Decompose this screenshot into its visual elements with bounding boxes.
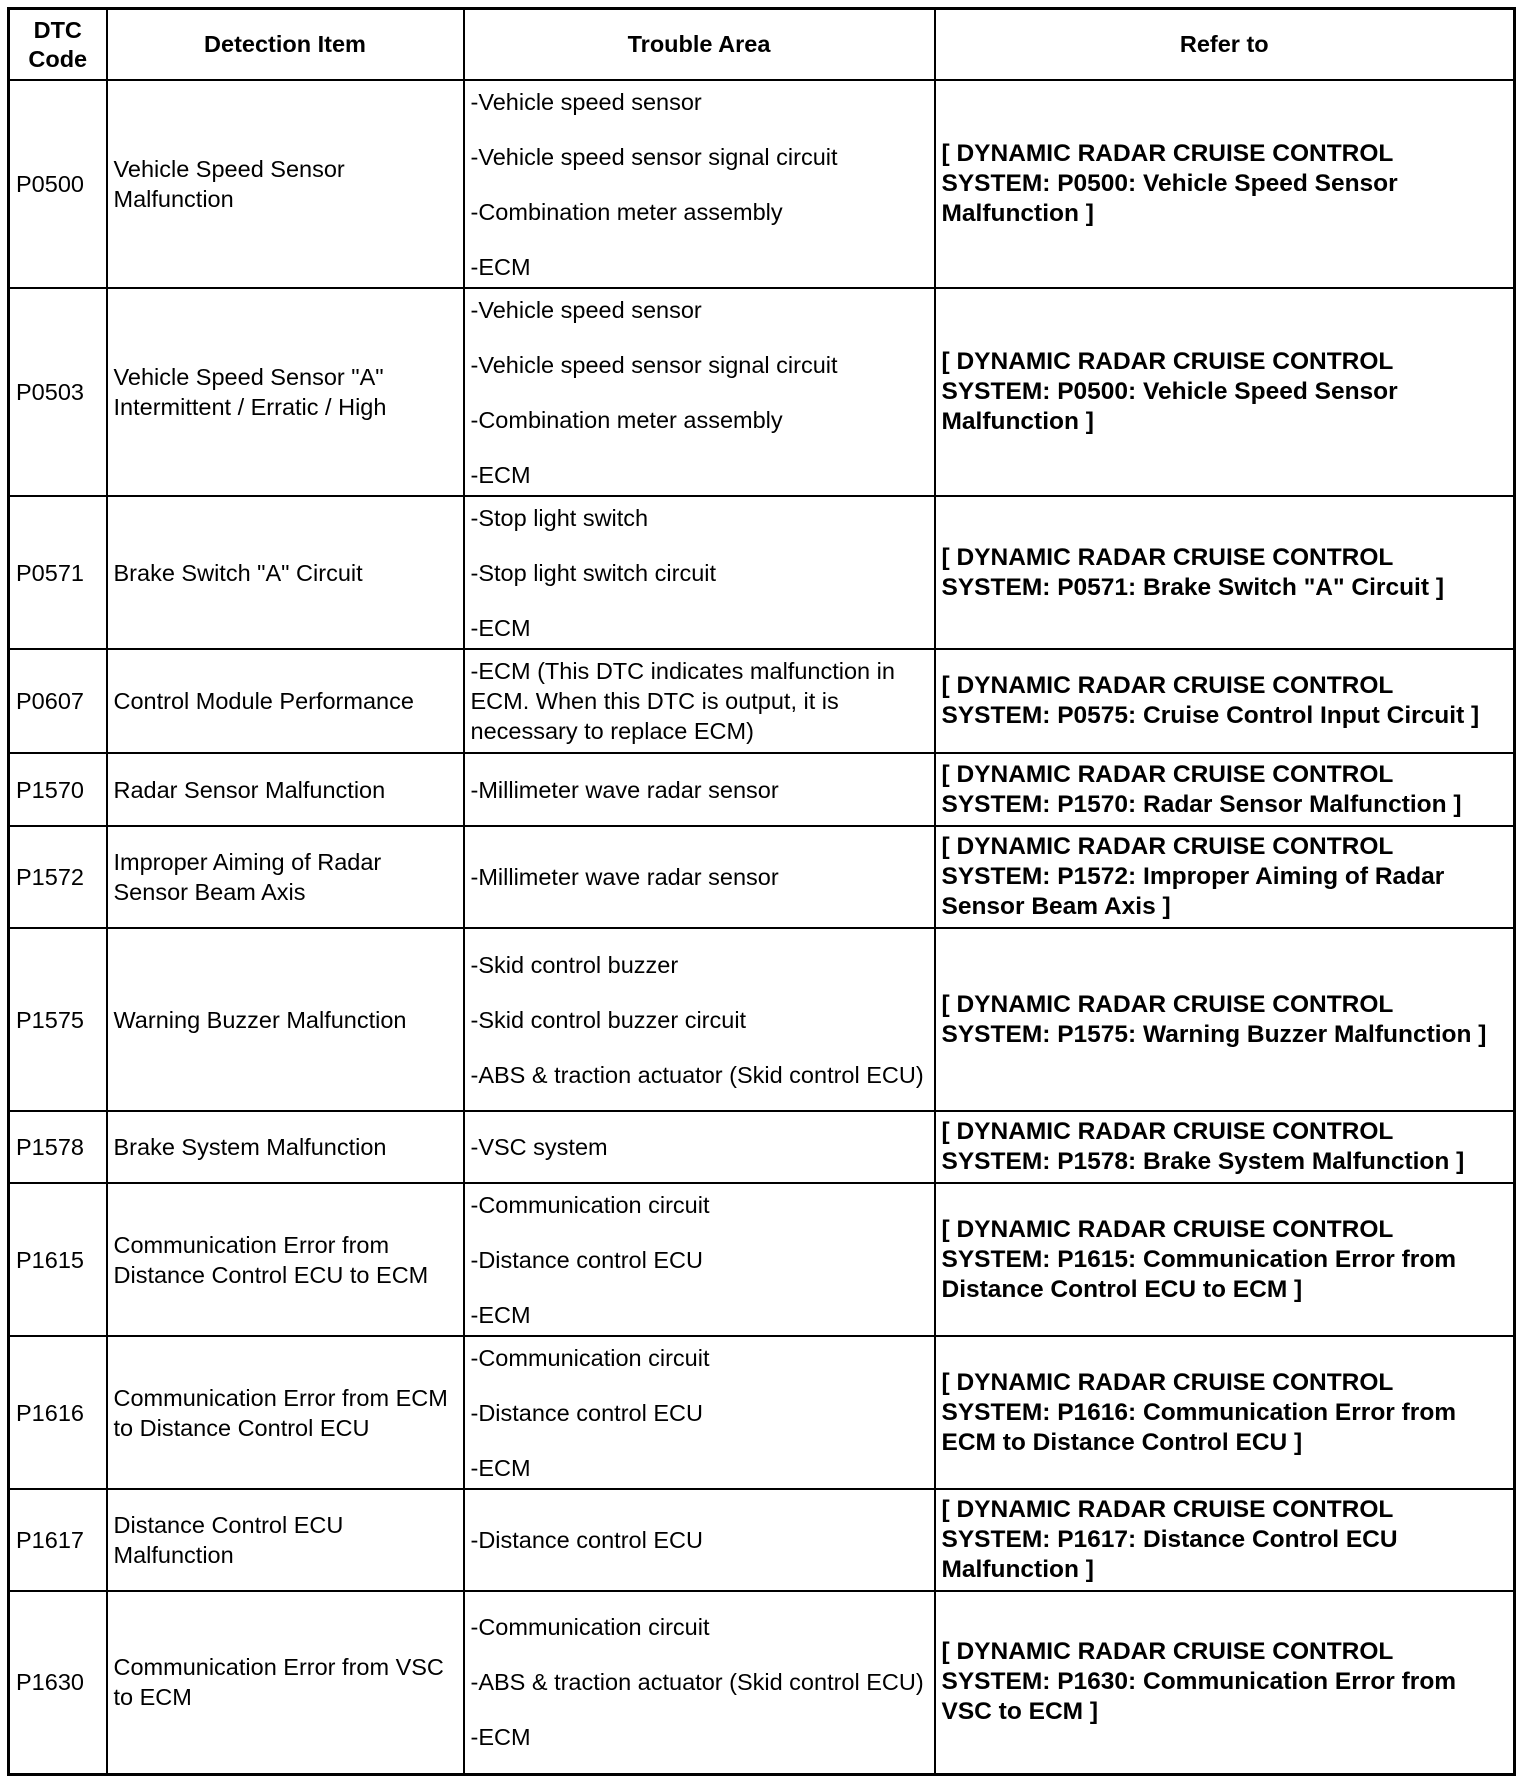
header-dtc-code: DTC Code [9,9,107,81]
table-row [9,649,1515,753]
detection-item-cell: Brake Switch "A" Circuit [107,496,464,649]
dtc-code-cell: P1616 [9,1336,107,1489]
dtc-code-cell: P0571 [9,496,107,649]
trouble-area-item: -Vehicle speed sensor [470,296,702,323]
trouble-area-item: -Millimeter wave radar sensor [470,776,779,803]
detection-item-cell: Vehicle Speed Sensor "A" Intermittent / Erratic / High [107,288,464,496]
trouble-area-item: -Vehicle speed sensor signal circuit [470,143,838,170]
detection-item-cell: Communication Error from Distance Control ECU to ECM [107,1183,464,1336]
trouble-area-item: -Stop light switch circuit [470,559,717,586]
trouble-area-item: -ECM [470,1724,531,1751]
trouble-area-cell [464,1336,935,1489]
trouble-area-item: -Combination meter assembly [470,198,783,225]
trouble-area-item: -ECM [470,461,531,488]
trouble-area-item: -Distance control ECU [470,1399,703,1426]
detection-item-cell: Radar Sensor Malfunction [107,753,464,826]
trouble-area-cell [464,1591,935,1774]
dtc-code-cell: P1615 [9,1183,107,1336]
trouble-area-item: -Communication circuit [470,1191,710,1218]
trouble-area-cell [464,826,935,928]
trouble-area-item: -Skid control buzzer [470,951,679,978]
table-row [9,1489,1515,1591]
trouble-area-cell [464,928,935,1111]
header-refer-to: Refer to [935,9,1515,81]
table-row [9,1183,1515,1336]
trouble-area-item: -Distance control ECU [470,1246,703,1273]
dtc-code-cell: P1572 [9,826,107,928]
trouble-area-cell [464,649,935,753]
trouble-area-item: -Distance control ECU [470,1527,703,1553]
trouble-area-item: -Communication circuit [470,1344,710,1371]
detection-item-cell: Warning Buzzer Malfunction [107,928,464,1111]
dtc-code-cell: P1617 [9,1489,107,1591]
trouble-area-item: -ECM [470,1454,531,1481]
trouble-area-cell [464,80,935,288]
trouble-area-cell [464,1111,935,1183]
trouble-area-item: -Vehicle speed sensor signal circuit [470,351,838,378]
dtc-code-cell: P1570 [9,753,107,826]
dtc-code-cell: P0500 [9,80,107,288]
refer-to-cell: [ DYNAMIC RADAR CRUISE CONTROL SYSTEM: P1630: Communication Error from VSC to ECM ] [935,1591,1515,1774]
refer-to-cell: [ DYNAMIC RADAR CRUISE CONTROL SYSTEM: P1615: Communication Error from Distance Control ECU to ECM ] [935,1183,1515,1336]
trouble-area-cell [464,1183,935,1336]
table-body [9,80,1515,1774]
trouble-area-item: -Combination meter assembly [470,406,783,433]
trouble-area-item: -Skid control buzzer circuit [470,1006,747,1033]
detection-item-cell: Control Module Performance [107,649,464,753]
table-row [9,288,1515,496]
table-row [9,80,1515,288]
trouble-area-item: -Communication circuit [470,1614,710,1641]
refer-to-cell: [ DYNAMIC RADAR CRUISE CONTROL SYSTEM: P1578: Brake System Malfunction ] [935,1111,1515,1183]
dtc-code-cell: P0607 [9,649,107,753]
refer-to-cell: [ DYNAMIC RADAR CRUISE CONTROL SYSTEM: P0571: Brake Switch "A" Circuit ] [935,496,1515,649]
refer-to-cell: [ DYNAMIC RADAR CRUISE CONTROL SYSTEM: P1570: Radar Sensor Malfunction ] [935,753,1515,826]
refer-to-cell: [ DYNAMIC RADAR CRUISE CONTROL SYSTEM: P1575: Warning Buzzer Malfunction ] [935,928,1515,1111]
header-trouble-area: Trouble Area [464,9,935,81]
detection-item-cell: Distance Control ECU Malfunction [107,1489,464,1591]
trouble-area-item: -ECM [470,614,531,641]
refer-to-cell: [ DYNAMIC RADAR CRUISE CONTROL SYSTEM: P0500: Vehicle Speed Sensor Malfunction ] [935,80,1515,288]
header-detection-item: Detection Item [107,9,464,81]
dtc-code-cell: P1575 [9,928,107,1111]
trouble-area-item: -Stop light switch [470,504,649,531]
detection-item-cell: Communication Error from ECM to Distance Control ECU [107,1336,464,1489]
detection-item-cell: Communication Error from VSC to ECM [107,1591,464,1774]
dtc-code-cell: P1630 [9,1591,107,1774]
trouble-area-item: -ABS & traction actuator (Skid control ECU) [470,1061,924,1088]
trouble-area-item: -Vehicle speed sensor [470,88,702,115]
trouble-area-item: -Millimeter wave radar sensor [470,864,779,890]
refer-to-cell: [ DYNAMIC RADAR CRUISE CONTROL SYSTEM: P1617: Distance Control ECU Malfunction ] [935,1489,1515,1591]
table-row [9,1591,1515,1774]
header-row [9,9,1515,81]
dtc-code-cell: P0503 [9,288,107,496]
trouble-area-item: -ECM [470,253,531,280]
detection-item-cell: Brake System Malfunction [107,1111,464,1183]
trouble-area-item: -ECM [470,1301,531,1328]
table-row [9,1111,1515,1183]
table-row [9,496,1515,649]
table-row [9,753,1515,826]
refer-to-cell: [ DYNAMIC RADAR CRUISE CONTROL SYSTEM: P0500: Vehicle Speed Sensor Malfunction ] [935,288,1515,496]
trouble-area-cell [464,288,935,496]
trouble-area-cell [464,753,935,826]
table-row [9,928,1515,1111]
detection-item-cell: Improper Aiming of Radar Sensor Beam Axis [107,826,464,928]
trouble-area-item: -ECM (This DTC indicates malfunction in ECM. When this DTC is output, it is necessary to replace ECM) [470,658,895,744]
trouble-area-item: -VSC system [470,1134,608,1160]
table-row [9,1336,1515,1489]
refer-to-cell: [ DYNAMIC RADAR CRUISE CONTROL SYSTEM: P0575: Cruise Control Input Circuit ] [935,649,1515,753]
dtc-code-cell: P1578 [9,1111,107,1183]
trouble-area-item: -ABS & traction actuator (Skid control ECU) [470,1669,924,1696]
refer-to-cell: [ DYNAMIC RADAR CRUISE CONTROL SYSTEM: P1572: Improper Aiming of Radar Sensor Beam Axis ] [935,826,1515,928]
table-row [9,826,1515,928]
trouble-area-cell [464,496,935,649]
dtc-table [7,7,1516,1776]
refer-to-cell: [ DYNAMIC RADAR CRUISE CONTROL SYSTEM: P1616: Communication Error from ECM to Distance Control ECU ] [935,1336,1515,1489]
detection-item-cell: Vehicle Speed Sensor Malfunction [107,80,464,288]
trouble-area-cell [464,1489,935,1591]
